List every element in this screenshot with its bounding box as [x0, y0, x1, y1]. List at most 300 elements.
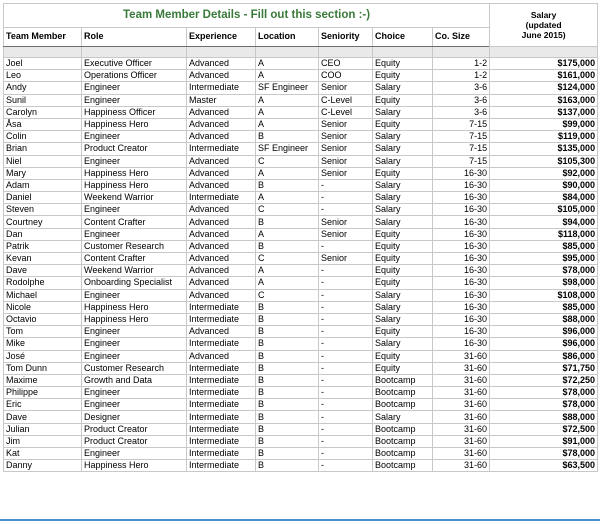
experience-cell: Advanced [187, 131, 256, 143]
table-row [4, 228, 598, 240]
table-row [4, 216, 598, 228]
co-size-cell: 1-2 [433, 58, 490, 70]
role-cell: Engineer [82, 350, 187, 362]
table-row [4, 179, 598, 191]
salary-cell: $108,000 [490, 289, 598, 301]
experience-cell: Advanced [187, 204, 256, 216]
salary-cell: $72,250 [490, 374, 598, 386]
seniority-cell: C-Level [319, 94, 373, 106]
team-member-cell: Brian [4, 143, 82, 155]
role-cell: Engineer [82, 204, 187, 216]
seniority-cell: Senior [319, 253, 373, 265]
co-size-cell: 16-30 [433, 277, 490, 289]
co-size-cell: 16-30 [433, 192, 490, 204]
location-cell: B [256, 387, 319, 399]
role-cell: Engineer [82, 131, 187, 143]
experience-cell: Advanced [187, 167, 256, 179]
role-cell: Product Creator [82, 423, 187, 435]
salary-cell: $105,300 [490, 155, 598, 167]
choice-cell: Salary [373, 82, 433, 94]
experience-cell: Advanced [187, 350, 256, 362]
co-size-cell: 7-15 [433, 118, 490, 130]
salary-cell: $98,000 [490, 277, 598, 289]
table-row [4, 277, 598, 289]
role-cell: Engineer [82, 448, 187, 460]
team-member-cell: Steven [4, 204, 82, 216]
salary-cell: $137,000 [490, 106, 598, 118]
table-row [4, 240, 598, 252]
team-member-cell: Octavio [4, 313, 82, 325]
choice-cell: Bootcamp [373, 435, 433, 447]
co-size-cell: 16-30 [433, 240, 490, 252]
salary-header-line-2: (updated [525, 20, 562, 30]
table-body [4, 4, 598, 472]
team-member-cell: Mary [4, 167, 82, 179]
location-cell: B [256, 435, 319, 447]
role-cell: Happiness Hero [82, 460, 187, 472]
role-cell: Happiness Hero [82, 301, 187, 313]
choice-cell: Equity [373, 70, 433, 82]
co-size-cell: 31-60 [433, 460, 490, 472]
co-size-cell: 31-60 [433, 423, 490, 435]
table-row [4, 435, 598, 447]
salary-cell: $99,000 [490, 118, 598, 130]
experience-cell: Intermediate [187, 143, 256, 155]
team-member-cell: Danny [4, 460, 82, 472]
co-size-cell: 1-2 [433, 70, 490, 82]
co-size-cell: 16-30 [433, 265, 490, 277]
choice-cell: Equity [373, 362, 433, 374]
experience-cell: Advanced [187, 265, 256, 277]
co-size-cell: 31-60 [433, 387, 490, 399]
location-cell: B [256, 240, 319, 252]
location-cell: B [256, 179, 319, 191]
experience-cell: Advanced [187, 240, 256, 252]
team-member-cell: Sunil [4, 94, 82, 106]
experience-cell: Intermediate [187, 192, 256, 204]
table-row [4, 362, 598, 374]
team-member-cell: Courtney [4, 216, 82, 228]
team-member-cell: Adam [4, 179, 82, 191]
column-header: Role [82, 27, 187, 46]
experience-cell: Advanced [187, 118, 256, 130]
team-member-cell: Dan [4, 228, 82, 240]
location-cell: C [256, 289, 319, 301]
role-cell: Engineer [82, 94, 187, 106]
column-header: Choice [373, 27, 433, 46]
choice-cell: Equity [373, 326, 433, 338]
choice-cell: Equity [373, 118, 433, 130]
seniority-cell: Senior [319, 167, 373, 179]
table-row [4, 58, 598, 70]
experience-cell: Advanced [187, 106, 256, 118]
location-cell: A [256, 167, 319, 179]
seniority-cell: Senior [319, 118, 373, 130]
team-member-cell: Dave [4, 411, 82, 423]
choice-cell: Bootcamp [373, 448, 433, 460]
team-member-cell: Dave [4, 265, 82, 277]
team-member-cell: Leo [4, 70, 82, 82]
salary-cell: $63,500 [490, 460, 598, 472]
role-cell: Onboarding Specialist [82, 277, 187, 289]
experience-cell: Advanced [187, 216, 256, 228]
location-cell: B [256, 301, 319, 313]
column-header: Location [256, 27, 319, 46]
salary-cell: $163,000 [490, 94, 598, 106]
role-cell: Engineer [82, 155, 187, 167]
choice-cell: Bootcamp [373, 460, 433, 472]
co-size-cell: 16-30 [433, 326, 490, 338]
choice-cell: Equity [373, 228, 433, 240]
seniority-cell: CEO [319, 58, 373, 70]
seniority-cell: - [319, 179, 373, 191]
choice-cell: Salary [373, 192, 433, 204]
table-row [4, 94, 598, 106]
choice-cell: Salary [373, 338, 433, 350]
salary-header-line-1: Salary [530, 10, 557, 20]
role-cell: Happiness Hero [82, 118, 187, 130]
salary-cell: $72,500 [490, 423, 598, 435]
seniority-cell: COO [319, 70, 373, 82]
co-size-cell: 7-15 [433, 143, 490, 155]
co-size-cell: 16-30 [433, 313, 490, 325]
co-size-cell: 31-60 [433, 435, 490, 447]
team-member-cell: Jim [4, 435, 82, 447]
co-size-cell: 16-30 [433, 289, 490, 301]
location-cell: A [256, 228, 319, 240]
salary-cell: $84,000 [490, 192, 598, 204]
salary-cell: $96,000 [490, 326, 598, 338]
seniority-cell: - [319, 192, 373, 204]
co-size-cell: 16-30 [433, 301, 490, 313]
role-cell: Happiness Hero [82, 313, 187, 325]
role-cell: Weekend Warrior [82, 265, 187, 277]
location-cell: B [256, 399, 319, 411]
role-cell: Weekend Warrior [82, 192, 187, 204]
team-member-cell: Philippe [4, 387, 82, 399]
experience-cell: Advanced [187, 289, 256, 301]
choice-cell: Salary [373, 289, 433, 301]
table-row [4, 155, 598, 167]
choice-cell: Equity [373, 58, 433, 70]
table-row [4, 326, 598, 338]
co-size-cell: 3-6 [433, 106, 490, 118]
experience-cell: Intermediate [187, 411, 256, 423]
salary-header [490, 4, 598, 47]
location-cell: B [256, 448, 319, 460]
experience-cell: Advanced [187, 179, 256, 191]
co-size-cell: 31-60 [433, 411, 490, 423]
table-row [4, 338, 598, 350]
choice-cell: Bootcamp [373, 387, 433, 399]
team-member-cell: Joel [4, 58, 82, 70]
seniority-cell: - [319, 301, 373, 313]
seniority-cell: Senior [319, 216, 373, 228]
table-row [4, 387, 598, 399]
location-cell: B [256, 423, 319, 435]
location-cell: B [256, 313, 319, 325]
role-cell: Happiness Officer [82, 106, 187, 118]
spacer-row [4, 47, 598, 58]
salary-cell: $94,000 [490, 216, 598, 228]
salary-cell: $85,000 [490, 301, 598, 313]
location-cell: A [256, 106, 319, 118]
location-cell: A [256, 192, 319, 204]
table-row [4, 143, 598, 155]
team-member-cell: Eric [4, 399, 82, 411]
choice-cell: Salary [373, 313, 433, 325]
role-cell: Executive Officer [82, 58, 187, 70]
seniority-cell: Senior [319, 228, 373, 240]
role-cell: Engineer [82, 82, 187, 94]
experience-cell: Advanced [187, 70, 256, 82]
column-header: Seniority [319, 27, 373, 46]
co-size-cell: 3-6 [433, 94, 490, 106]
column-header: Co. Size [433, 27, 490, 46]
choice-cell: Salary [373, 179, 433, 191]
seniority-cell: - [319, 423, 373, 435]
choice-cell: Equity [373, 350, 433, 362]
salary-cell: $92,000 [490, 167, 598, 179]
salary-cell: $86,000 [490, 350, 598, 362]
role-cell: Engineer [82, 326, 187, 338]
salary-cell: $96,000 [490, 338, 598, 350]
seniority-cell: - [319, 204, 373, 216]
seniority-cell: Senior [319, 143, 373, 155]
seniority-cell: - [319, 362, 373, 374]
choice-cell: Bootcamp [373, 374, 433, 386]
salary-cell: $95,000 [490, 253, 598, 265]
location-cell: A [256, 70, 319, 82]
seniority-cell: Senior [319, 82, 373, 94]
seniority-cell: - [319, 240, 373, 252]
role-cell: Happiness Hero [82, 167, 187, 179]
seniority-cell: - [319, 289, 373, 301]
table-row [4, 265, 598, 277]
bottom-divider [0, 519, 600, 521]
salary-cell: $78,000 [490, 387, 598, 399]
team-table [3, 3, 598, 472]
location-cell: B [256, 338, 319, 350]
seniority-cell: - [319, 399, 373, 411]
choice-cell: Salary [373, 301, 433, 313]
location-cell: C [256, 253, 319, 265]
table-row [4, 106, 598, 118]
location-cell: A [256, 58, 319, 70]
experience-cell: Intermediate [187, 435, 256, 447]
seniority-cell: - [319, 387, 373, 399]
choice-cell: Equity [373, 94, 433, 106]
location-cell: B [256, 131, 319, 143]
seniority-cell: - [319, 448, 373, 460]
seniority-cell: - [319, 411, 373, 423]
seniority-cell: - [319, 460, 373, 472]
choice-cell: Equity [373, 277, 433, 289]
co-size-cell: 31-60 [433, 362, 490, 374]
choice-cell: Salary [373, 106, 433, 118]
experience-cell: Intermediate [187, 338, 256, 350]
choice-cell: Equity [373, 265, 433, 277]
table-row [4, 399, 598, 411]
salary-header-line-3: June 2015) [521, 30, 566, 40]
seniority-cell: - [319, 435, 373, 447]
co-size-cell: 16-30 [433, 216, 490, 228]
team-member-cell: Tom [4, 326, 82, 338]
choice-cell: Equity [373, 240, 433, 252]
co-size-cell: 16-30 [433, 253, 490, 265]
co-size-cell: 31-60 [433, 350, 490, 362]
salary-cell: $88,000 [490, 411, 598, 423]
choice-cell: Equity [373, 167, 433, 179]
role-cell: Customer Research [82, 240, 187, 252]
salary-cell: $175,000 [490, 58, 598, 70]
location-cell: A [256, 118, 319, 130]
location-cell: C [256, 204, 319, 216]
experience-cell: Advanced [187, 253, 256, 265]
location-cell: SF Engineer [256, 143, 319, 155]
team-member-cell: Michael [4, 289, 82, 301]
salary-cell: $78,000 [490, 399, 598, 411]
choice-cell: Bootcamp [373, 399, 433, 411]
experience-cell: Intermediate [187, 301, 256, 313]
table-row [4, 411, 598, 423]
seniority-cell: - [319, 374, 373, 386]
location-cell: SF Engineer [256, 82, 319, 94]
experience-cell: Intermediate [187, 423, 256, 435]
role-cell: Engineer [82, 387, 187, 399]
salary-cell: $135,000 [490, 143, 598, 155]
experience-cell: Intermediate [187, 374, 256, 386]
table-row [4, 289, 598, 301]
table-row [4, 167, 598, 179]
experience-cell: Intermediate [187, 82, 256, 94]
experience-cell: Intermediate [187, 362, 256, 374]
location-cell: B [256, 374, 319, 386]
location-cell: B [256, 350, 319, 362]
team-member-cell: Patrik [4, 240, 82, 252]
table-row [4, 118, 598, 130]
team-member-cell: Kevan [4, 253, 82, 265]
location-cell: C [256, 155, 319, 167]
co-size-cell: 7-15 [433, 131, 490, 143]
experience-cell: Advanced [187, 326, 256, 338]
column-header: Team Member [4, 27, 82, 46]
team-member-cell: Tom Dunn [4, 362, 82, 374]
table-row [4, 253, 598, 265]
role-cell: Product Creator [82, 143, 187, 155]
experience-cell: Intermediate [187, 460, 256, 472]
seniority-cell: - [319, 277, 373, 289]
experience-cell: Intermediate [187, 387, 256, 399]
co-size-cell: 7-15 [433, 155, 490, 167]
table-row [4, 313, 598, 325]
team-member-cell: Nicole [4, 301, 82, 313]
role-cell: Content Crafter [82, 216, 187, 228]
section-banner: Team Member Details - Fill out this section :-) [4, 4, 490, 28]
co-size-cell: 3-6 [433, 82, 490, 94]
column-header: Experience [187, 27, 256, 46]
choice-cell: Bootcamp [373, 423, 433, 435]
salary-cell: $124,000 [490, 82, 598, 94]
co-size-cell: 31-60 [433, 448, 490, 460]
salary-cell: $91,000 [490, 435, 598, 447]
team-member-cell: José [4, 350, 82, 362]
co-size-cell: 31-60 [433, 399, 490, 411]
salary-cell: $90,000 [490, 179, 598, 191]
co-size-cell: 16-30 [433, 228, 490, 240]
seniority-cell: - [319, 326, 373, 338]
role-cell: Designer [82, 411, 187, 423]
seniority-cell: Senior [319, 155, 373, 167]
experience-cell: Advanced [187, 58, 256, 70]
salary-cell: $105,000 [490, 204, 598, 216]
role-cell: Growth and Data [82, 374, 187, 386]
role-cell: Engineer [82, 399, 187, 411]
role-cell: Engineer [82, 338, 187, 350]
location-cell: A [256, 277, 319, 289]
salary-cell: $119,000 [490, 131, 598, 143]
salary-cell: $85,000 [490, 240, 598, 252]
co-size-cell: 16-30 [433, 179, 490, 191]
banner-row [4, 4, 598, 28]
seniority-cell: Senior [319, 131, 373, 143]
salary-cell: $118,000 [490, 228, 598, 240]
location-cell: A [256, 265, 319, 277]
location-cell: B [256, 411, 319, 423]
salary-cell: $71,750 [490, 362, 598, 374]
role-cell: Operations Officer [82, 70, 187, 82]
team-member-cell: Kat [4, 448, 82, 460]
team-member-cell: Carolyn [4, 106, 82, 118]
role-cell: Content Crafter [82, 253, 187, 265]
choice-cell: Equity [373, 253, 433, 265]
seniority-cell: - [319, 265, 373, 277]
experience-cell: Advanced [187, 277, 256, 289]
co-size-cell: 16-30 [433, 338, 490, 350]
experience-cell: Intermediate [187, 448, 256, 460]
experience-cell: Intermediate [187, 313, 256, 325]
experience-cell: Advanced [187, 228, 256, 240]
role-cell: Engineer [82, 228, 187, 240]
experience-cell: Advanced [187, 155, 256, 167]
role-cell: Engineer [82, 289, 187, 301]
table-row [4, 448, 598, 460]
role-cell: Happiness Hero [82, 179, 187, 191]
choice-cell: Salary [373, 143, 433, 155]
team-member-cell: Rodolphe [4, 277, 82, 289]
choice-cell: Salary [373, 216, 433, 228]
team-member-cell: Niel [4, 155, 82, 167]
seniority-cell: C-Level [319, 106, 373, 118]
table-row [4, 70, 598, 82]
choice-cell: Salary [373, 204, 433, 216]
table-row [4, 350, 598, 362]
location-cell: A [256, 94, 319, 106]
table-row [4, 460, 598, 472]
team-member-cell: Åsa [4, 118, 82, 130]
table-row [4, 131, 598, 143]
choice-cell: Salary [373, 411, 433, 423]
co-size-cell: 16-30 [433, 204, 490, 216]
team-member-cell: Julian [4, 423, 82, 435]
salary-cell: $78,000 [490, 448, 598, 460]
experience-cell: Master [187, 94, 256, 106]
co-size-cell: 16-30 [433, 167, 490, 179]
team-member-cell: Colin [4, 131, 82, 143]
table-row [4, 192, 598, 204]
location-cell: B [256, 326, 319, 338]
table-row [4, 374, 598, 386]
